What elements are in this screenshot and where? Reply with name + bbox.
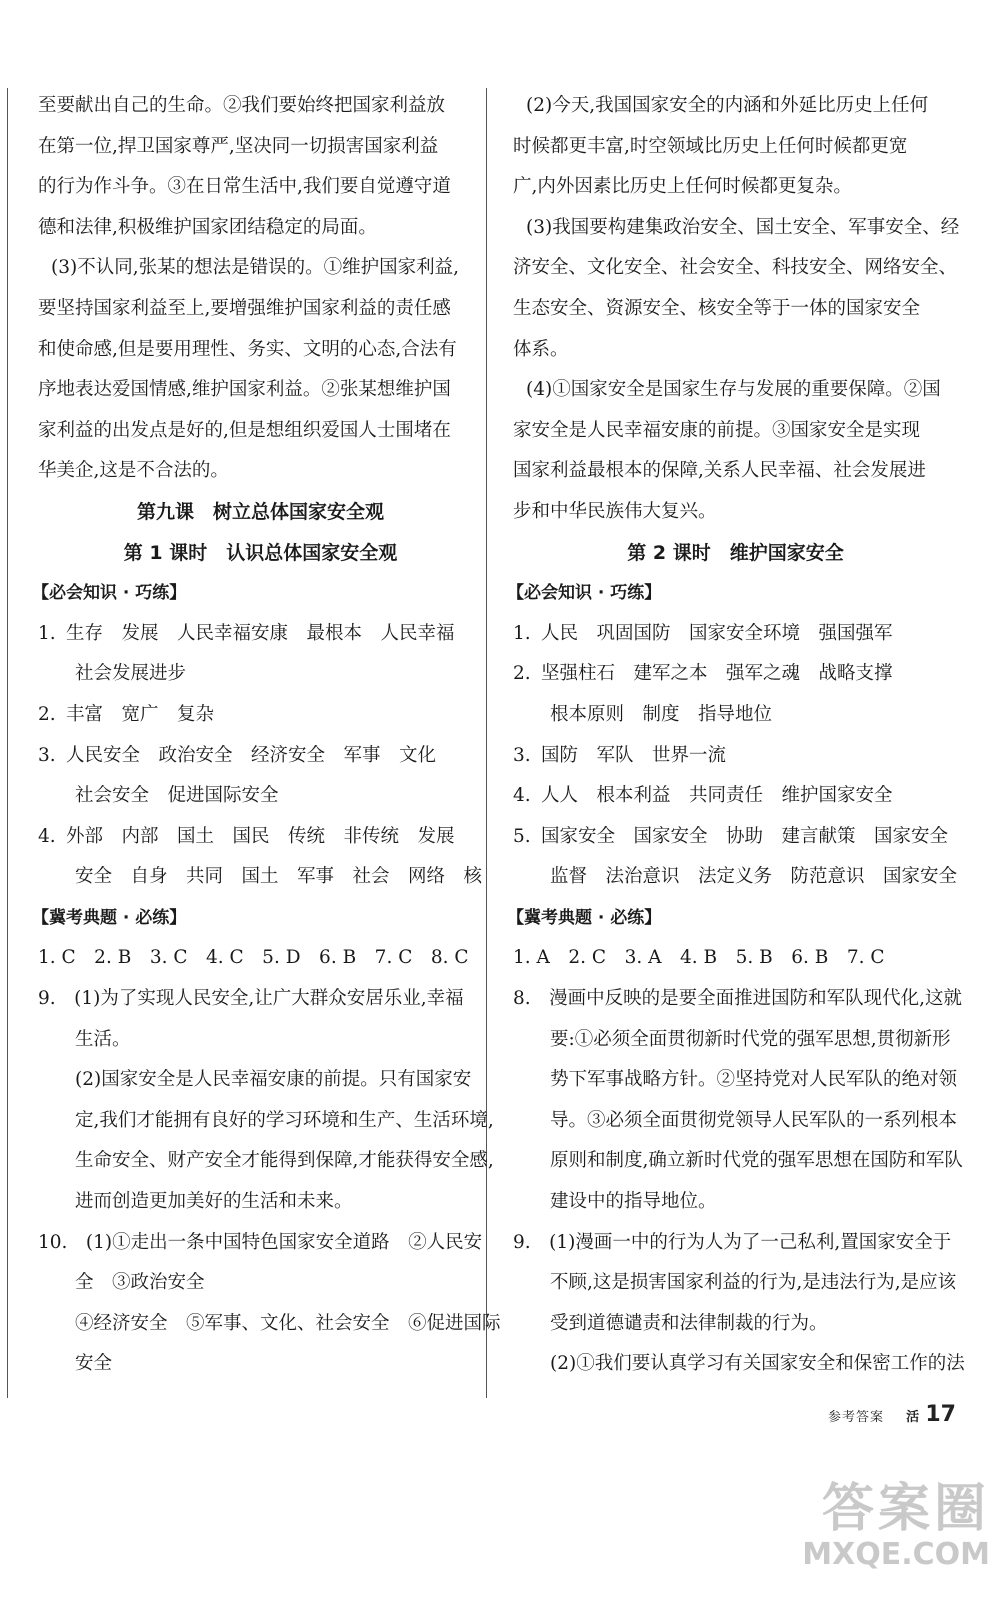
- text-line: (2)今天,我国国家安全的内涵和外延比历史上任何: [526, 95, 929, 116]
- question-9-line: 受到道德谴责和法律制裁的行为。: [550, 1312, 828, 1334]
- answer-item: [513, 817, 958, 858]
- watermark: [800, 1480, 990, 1572]
- watermark-text: 答案圈: [821, 1479, 990, 1539]
- section-heading: 【必会知识 · 巧练】: [507, 583, 662, 604]
- answer-item: [38, 817, 483, 858]
- page-footer: [828, 1402, 956, 1427]
- question-9-line: (2)①我们要认真学习有关国家安全和保密工作的法: [550, 1353, 965, 1375]
- text-line: 济安全、文化安全、社会安全、科技安全、网络安全、: [513, 257, 958, 279]
- text-line: 华美企,这是不合法的。: [38, 460, 229, 482]
- question-8-line: 要:①必须全面贯彻新时代党的强军思想,贯彻新形: [550, 1028, 951, 1050]
- text-line: 序地表达爱国情感,维护国家利益。②张某想维护国: [38, 379, 451, 401]
- answer-item: 社会安全 促进国际安全: [75, 785, 279, 807]
- left-margin-rule: [7, 88, 8, 1398]
- section-heading: 【必会知识 · 巧练】: [32, 583, 187, 604]
- page-number: 17: [925, 1402, 956, 1427]
- text-line: (4)①国家安全是国家生存与发展的重要保障。②国: [526, 379, 941, 401]
- multiple-choice-answers: 1. C 2. B 3. C 4. C 5. D 6. B 7. C 8. C: [38, 947, 469, 969]
- text-line: 生态安全、资源安全、核安全等于一体的国家安全: [513, 297, 921, 319]
- answer-item: [38, 736, 483, 777]
- text-line: 要坚持国家利益至上,要增强维护国家利益的责任感: [38, 297, 451, 319]
- question-10-line: ④经济安全 ⑤军事、文化、社会安全 ⑥促进国际: [75, 1312, 501, 1334]
- item-number: 4.: [38, 825, 56, 847]
- answer-item: [513, 776, 958, 817]
- section-heading: 【冀考典题 · 必练】: [32, 907, 187, 928]
- text-line: 时候都更丰富,时空领域比历史上任何时候都更宽: [513, 135, 908, 157]
- text-line: 国家利益最根本的保障,关系人民幸福、社会发展进: [513, 460, 926, 482]
- question-8-line: 8. 漫画中反映的是要全面推进国防和军队现代化,这就: [513, 988, 963, 1010]
- question-8-line: 导。③必须全面贯彻党领导人民军队的一系列根本: [550, 1109, 958, 1131]
- question-9-line: 9. (1)为了实现人民安全,让广大群众安居乐业,幸福: [38, 988, 464, 1010]
- answer-item: [513, 614, 958, 655]
- item-text: 生存 发展 人民幸福安康 最根本 人民幸福: [66, 622, 455, 644]
- item-text: 人民 巩固国防 国家安全环境 强国强军: [541, 622, 893, 644]
- text-line: 在第一位,捍卫国家尊严,坚决同一切损害国家利益: [38, 135, 439, 157]
- footer-activity-mark: 活: [906, 1410, 920, 1425]
- question-9-line: 定,我们才能拥有良好的学习环境和生产、生活环境,: [75, 1109, 494, 1131]
- text-line: 体系。: [513, 338, 569, 360]
- left-column: [32, 86, 501, 1385]
- text-line: 广,内外因素比历史上任何时候都更复杂。: [513, 176, 852, 198]
- lesson-title: 第 1 课时 认识总体国家安全观: [123, 541, 398, 564]
- multiple-choice-answers: 1. A 2. C 3. A 4. B 5. B 6. B 7. C: [513, 947, 885, 969]
- item-number: 3.: [38, 744, 56, 766]
- item-text: 人民安全 政治安全 经济安全 军事 文化: [66, 744, 437, 766]
- question-9-line: 9. (1)漫画一中的行为人为了一己私利,置国家安全于: [513, 1231, 952, 1253]
- item-number: 5.: [513, 825, 531, 847]
- question-8-line: 原则和制度,确立新时代党的强军思想在国防和军队: [550, 1150, 963, 1172]
- item-number: 1.: [38, 622, 56, 644]
- text-line: 步和中华民族伟大复兴。: [513, 500, 717, 522]
- right-column: [507, 86, 965, 1385]
- text-line: 至要献出自己的生命。②我们要始终把国家利益放: [38, 95, 446, 116]
- answer-item: 根本原则 制度 指导地位: [550, 703, 773, 725]
- question-10-line: 安全: [75, 1353, 113, 1375]
- answer-item: [513, 654, 958, 695]
- item-number: 3.: [513, 744, 531, 766]
- item-text: 人人 根本利益 共同责任 维护国家安全: [541, 785, 893, 807]
- item-number: 4.: [513, 785, 531, 807]
- item-text: 国防 军队 世界一流: [541, 744, 727, 766]
- lesson-title: 第 2 课时 维护国家安全: [627, 541, 844, 564]
- item-text: 丰富 宽广 复杂: [66, 703, 215, 725]
- text-line: (3)我国要构建集政治安全、国土安全、军事安全、经: [526, 216, 960, 238]
- answer-item: 社会发展进步: [75, 663, 187, 685]
- question-9-line: 生命安全、财产安全才能得到保障,才能获得安全感,: [75, 1150, 494, 1172]
- item-number: 1.: [513, 622, 531, 644]
- question-10-line: 全 ③政治安全: [75, 1272, 205, 1294]
- answer-item: [38, 695, 483, 736]
- chapter-title: 第九课 树立总体国家安全观: [136, 500, 384, 523]
- footer-label: 参考答案: [828, 1410, 885, 1425]
- item-number: 2.: [513, 663, 531, 685]
- answer-item: [38, 614, 483, 655]
- answer-item: [513, 736, 958, 777]
- item-text: 国家安全 国家安全 协助 建言献策 国家安全: [541, 825, 949, 847]
- question-9-line: 生活。: [75, 1028, 131, 1050]
- section-heading: 【冀考典题 · 必练】: [507, 907, 662, 928]
- text-line: 的行为作斗争。③在日常生活中,我们要自觉遵守道: [38, 176, 451, 198]
- text-line: (3)不认同,张某的想法是错误的。①维护国家利益,: [51, 257, 459, 279]
- item-text: 坚强柱石 建军之本 强军之魂 战略支撑: [541, 663, 893, 685]
- question-8-line: 势下军事战略方针。②坚持党对人民军队的绝对领: [550, 1069, 958, 1091]
- question-9-line: 进而创造更加美好的生活和未来。: [75, 1191, 353, 1213]
- item-number: 2.: [38, 703, 56, 725]
- question-9-line: 不顾,这是损害国家利益的行为,是违法行为,是应该: [550, 1272, 957, 1294]
- item-text: 外部 内部 国土 国民 传统 非传统 发展: [66, 825, 455, 847]
- question-8-line: 建设中的指导地位。: [550, 1191, 717, 1213]
- watermark-url: MXQE.COM: [802, 1537, 990, 1572]
- text-line: 家利益的出发点是好的,但是想组织爱国人士围堵在: [38, 419, 451, 441]
- answer-item: 安全 自身 共同 国土 军事 社会 网络 核: [75, 866, 483, 888]
- text-line: 和使命感,但是要用理性、务实、文明的心态,合法有: [38, 338, 457, 360]
- answer-item: 监督 法治意识 法定义务 防范意识 国家安全: [550, 866, 958, 888]
- column-divider: [486, 88, 487, 1398]
- question-10-line: 10. (1)①走出一条中国特色国家安全道路 ②人民安: [38, 1231, 483, 1253]
- question-9-line: (2)国家安全是人民幸福安康的前提。只有国家安: [75, 1069, 472, 1091]
- text-line: 德和法律,积极维护国家团结稳定的局面。: [38, 216, 377, 238]
- text-line: 家安全是人民幸福安康的前提。③国家安全是实现: [513, 419, 921, 441]
